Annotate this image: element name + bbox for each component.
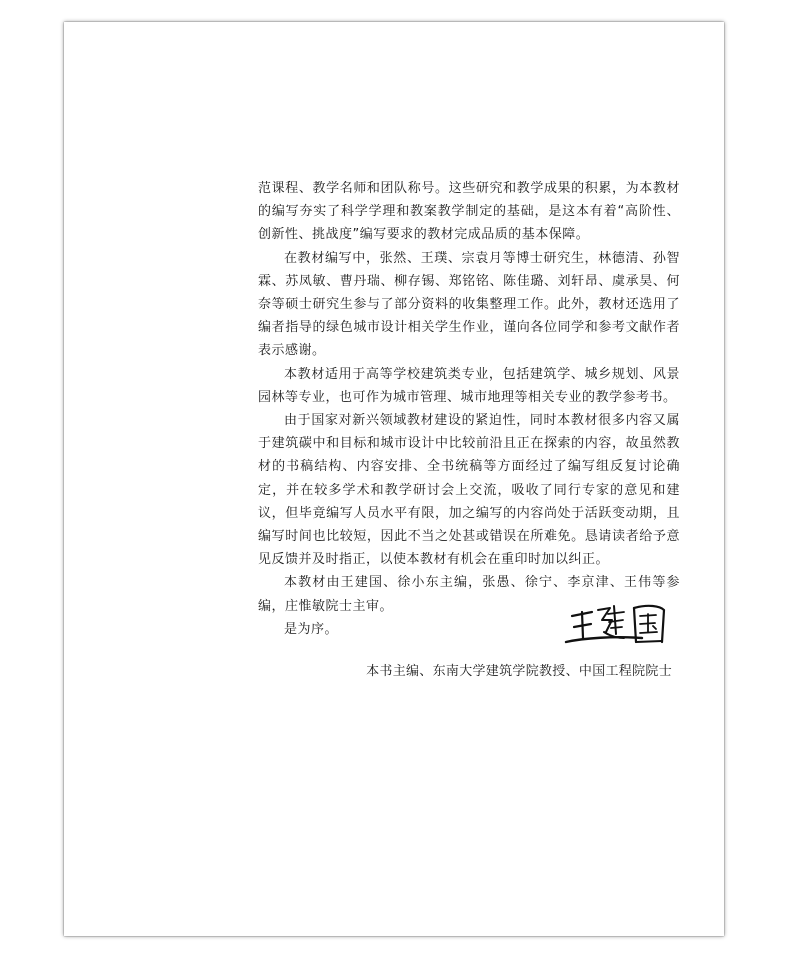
- paragraph-acknowledgements: 在教材编写中，张然、王璞、宗袁月等博士研究生，林德清、孙智霖、苏凤敏、曹丹瑞、柳存锡、郑铭铭、陈佳璐、刘轩昂、虞承昊、何奈等硕士研究生参与了部分资料的收集整理工作。此外，教材还选用了编者指导的绿色城市设计相关学生作业，谨向各位同学和参考文献作者表示感谢。: [258, 250, 680, 359]
- paragraph-continuation: 范课程、教学名师和团队称号。这些研究和教学成果的积累，为本教材的编写夯实了科学学理和教案教学制定的基础，是这本有着“高阶性、创新性、挑战度”编写要求的教材完成品质的基本保障。: [258, 181, 680, 243]
- handwritten-signature: [564, 598, 679, 654]
- author-affiliation: 本书主编、东南大学建筑学院教授、中国工程院院士: [366, 664, 672, 679]
- paragraph-disclaimer: 由于国家对新兴领域教材建设的紧迫性，同时本教材很多内容又属于建筑碳中和目标和城市设计中比较前沿且正在探索的内容，故虽然教材的书稿结构、内容安排、全书统稿等方面经过了编写组反复讨论确定，并在较多学术和教学研讨会上交流，吸收了同行专家的意见和建议，但毕竟编写人员水平有限，加之编写的内容尚处于活跃变动期，且编写时间也比较短，因此不当之处甚或错误在所难免。恳请读者给予意见反馈并及时指正，以使本教材有机会在重印时加以纠正。: [258, 413, 680, 568]
- paragraph-closing: 是为序。: [284, 621, 339, 637]
- preface-body: [258, 177, 680, 641]
- paragraph-audience: 本教材适用于高等学校建筑类专业，包括建筑学、城乡规划、风景园林等专业，也可作为城市管理、城市地理等相关专业的教学参考书。: [258, 366, 680, 405]
- document-page: [64, 22, 724, 936]
- paragraph-editors: 本教材由王建国、徐小东主编，张愚、徐宁、李京津、王伟等参编，庄惟敏院士主审。: [258, 575, 680, 614]
